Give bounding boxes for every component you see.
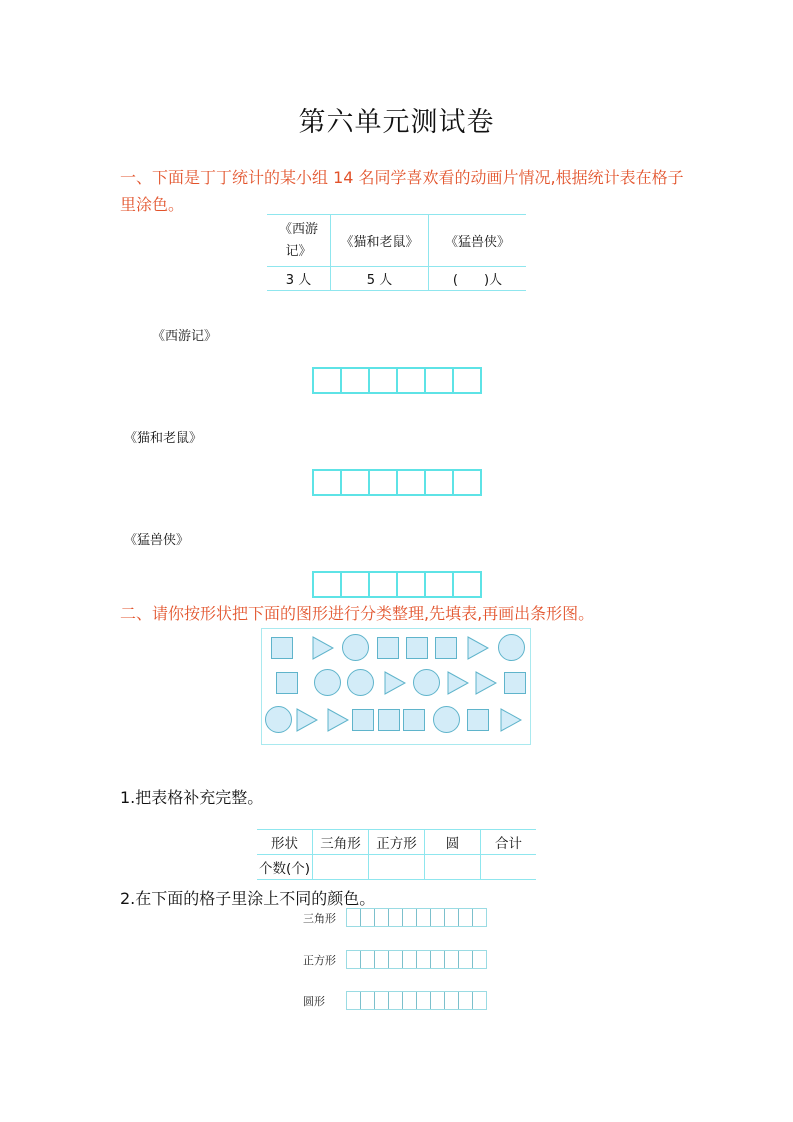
shapes-panel xyxy=(261,628,531,745)
header-line: 《西游 xyxy=(278,221,318,237)
grid-cell[interactable] xyxy=(452,573,480,596)
grid-cell[interactable] xyxy=(458,951,472,968)
question-1-prompt-line2: 里涂色。 xyxy=(120,195,185,214)
triangle-shape xyxy=(312,636,334,660)
grid-cell[interactable] xyxy=(424,573,452,596)
grid-cell[interactable] xyxy=(402,951,416,968)
question-2-prompt: 二、请你按形状把下面的图形进行分类整理,先填表,再画出条形图。 xyxy=(120,604,595,623)
color-grid-beast-hero[interactable] xyxy=(312,571,482,598)
square-shape xyxy=(378,709,400,731)
triangle-shape xyxy=(296,708,318,732)
table-value-beast-hero[interactable]: ( )人 xyxy=(429,267,527,291)
grid-cell[interactable] xyxy=(396,369,424,392)
grid-label-tom-jerry: 《猫和老鼠》 xyxy=(124,431,203,446)
grid-cell[interactable] xyxy=(360,909,374,926)
grid-cell[interactable] xyxy=(444,909,458,926)
grid-cell[interactable] xyxy=(424,471,452,494)
circle-shape xyxy=(347,669,374,696)
grid-cell[interactable] xyxy=(340,573,368,596)
grid-cell[interactable] xyxy=(430,992,444,1009)
circle-shape xyxy=(342,634,369,661)
header-line: 记》 xyxy=(285,243,312,259)
triangle-shape xyxy=(500,708,522,732)
grid-cell[interactable] xyxy=(402,909,416,926)
triangle-shape xyxy=(384,671,406,695)
color-grid-xiyouji[interactable] xyxy=(312,367,482,394)
sub-question-1-label: 1.把表格补充完整。 xyxy=(120,788,264,807)
count-triangle-cell[interactable] xyxy=(313,855,369,880)
triangle-shape xyxy=(475,671,497,695)
grid-cell[interactable] xyxy=(472,951,486,968)
triangle-shape xyxy=(447,671,469,695)
question-1-prompt xyxy=(120,164,700,218)
square-shape xyxy=(276,672,298,694)
grid-cell[interactable] xyxy=(314,369,340,392)
grid-label-beast-hero: 《猛兽侠》 xyxy=(124,533,190,548)
sub-question-2-label: 2.在下面的格子里涂上不同的颜色。 xyxy=(120,889,376,908)
grid-cell[interactable] xyxy=(388,992,402,1009)
grid-cell[interactable] xyxy=(402,992,416,1009)
square-shape xyxy=(352,709,374,731)
cartoon-stats-table xyxy=(267,214,526,291)
count-square-cell[interactable] xyxy=(369,855,425,880)
count-total-cell[interactable] xyxy=(481,855,537,880)
circle-shape xyxy=(413,669,440,696)
triangle-shape xyxy=(327,708,349,732)
grid-label-xiyouji: 《西游记》 xyxy=(152,329,218,344)
table-header-triangle: 三角形 xyxy=(313,830,369,855)
grid-cell[interactable] xyxy=(472,909,486,926)
grid-cell[interactable] xyxy=(368,573,396,596)
square-shape xyxy=(504,672,526,694)
page-title: 第六单元测试卷 xyxy=(298,107,495,138)
question-1-prompt-line1: 一、下面是丁丁统计的某小组 14 名同学喜欢看的动画片情况,根据统计表在格子 xyxy=(120,168,684,187)
table-header-shape: 形状 xyxy=(257,830,313,855)
bar-label-square: 正方形 xyxy=(303,954,336,967)
table-header-beast-hero: 《猛兽侠》 xyxy=(429,215,527,267)
circle-shape xyxy=(433,706,460,733)
grid-cell[interactable] xyxy=(396,471,424,494)
table-value-tom-jerry: 5 人 xyxy=(331,267,429,291)
table-header-xiyouji xyxy=(267,215,331,267)
grid-cell[interactable] xyxy=(430,951,444,968)
grid-cell[interactable] xyxy=(458,909,472,926)
grid-cell[interactable] xyxy=(416,992,430,1009)
bar-grid-square[interactable] xyxy=(346,950,487,969)
grid-cell[interactable] xyxy=(368,369,396,392)
triangle-shape xyxy=(467,636,489,660)
table-row-label-count: 个数(个) xyxy=(257,855,313,880)
grid-cell[interactable] xyxy=(360,951,374,968)
square-shape xyxy=(403,709,425,731)
grid-cell[interactable] xyxy=(424,369,452,392)
grid-cell[interactable] xyxy=(452,369,480,392)
grid-cell[interactable] xyxy=(374,951,388,968)
square-shape xyxy=(377,637,399,659)
table-header-tom-jerry: 《猫和老鼠》 xyxy=(331,215,429,267)
square-shape xyxy=(467,709,489,731)
grid-cell[interactable] xyxy=(388,951,402,968)
grid-cell[interactable] xyxy=(374,909,388,926)
shape-count-table xyxy=(257,829,536,880)
bar-grid-triangle[interactable] xyxy=(346,908,487,927)
count-circle-cell[interactable] xyxy=(425,855,481,880)
square-shape xyxy=(271,637,293,659)
grid-cell[interactable] xyxy=(347,992,360,1009)
grid-cell[interactable] xyxy=(340,471,368,494)
bar-label-circle: 圆形 xyxy=(303,995,325,1008)
grid-cell[interactable] xyxy=(374,992,388,1009)
grid-cell[interactable] xyxy=(444,951,458,968)
grid-cell[interactable] xyxy=(416,951,430,968)
table-header-total: 合计 xyxy=(481,830,537,855)
table-header-square: 正方形 xyxy=(369,830,425,855)
circle-shape xyxy=(314,669,341,696)
square-shape xyxy=(435,637,457,659)
bar-grid-circle[interactable] xyxy=(346,991,487,1010)
grid-cell[interactable] xyxy=(347,951,360,968)
grid-cell[interactable] xyxy=(452,471,480,494)
grid-cell[interactable] xyxy=(360,992,374,1009)
grid-cell[interactable] xyxy=(388,909,402,926)
square-shape xyxy=(406,637,428,659)
grid-cell[interactable] xyxy=(340,369,368,392)
grid-cell[interactable] xyxy=(396,573,424,596)
table-header-circle: 圆 xyxy=(425,830,481,855)
table-value-xiyouji: 3 人 xyxy=(267,267,331,291)
grid-cell[interactable] xyxy=(416,909,430,926)
grid-cell[interactable] xyxy=(458,992,472,1009)
circle-shape xyxy=(265,706,292,733)
grid-cell[interactable] xyxy=(314,573,340,596)
circle-shape xyxy=(498,634,525,661)
grid-cell[interactable] xyxy=(314,471,340,494)
grid-cell[interactable] xyxy=(368,471,396,494)
grid-cell[interactable] xyxy=(444,992,458,1009)
grid-cell[interactable] xyxy=(347,909,360,926)
grid-cell[interactable] xyxy=(472,992,486,1009)
color-grid-tom-jerry[interactable] xyxy=(312,469,482,496)
grid-cell[interactable] xyxy=(430,909,444,926)
bar-label-triangle: 三角形 xyxy=(303,912,336,925)
